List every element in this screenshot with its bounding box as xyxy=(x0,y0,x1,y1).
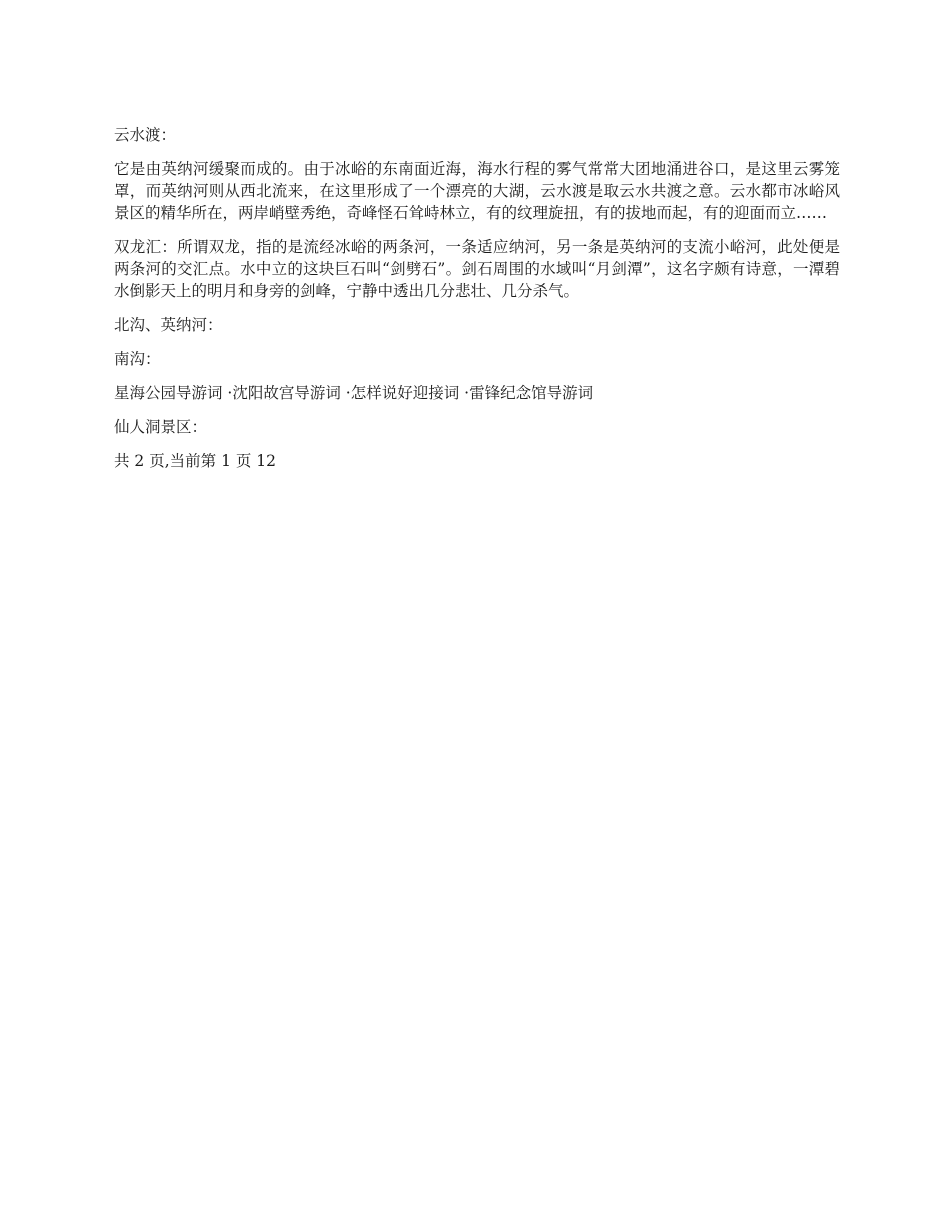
paragraph-shuanglonghui: 双龙汇：所谓双龙，指的是流经冰峪的两条河，一条适应纳河，另一条是英纳河的支流小峪河，此处便是两条河的交汇点。水中立的这块巨石叫“剑劈石”。剑石周围的水域叫“月剑潭”，这名字颇有诗意，一潭碧水倒影天上的明月和身旁的剑峰，宁静中透出几分悲壮、几分杀气。 xyxy=(114,238,840,300)
section-heading-xianrendong: 仙人洞景区： xyxy=(114,418,208,436)
section-heading-yunshuidu: 云水渡： xyxy=(114,126,177,144)
document-page xyxy=(114,124,840,484)
section-heading-beigou: 北沟、英纳河： xyxy=(114,316,223,334)
related-links[interactable]: 星海公园导游词 ·沈阳故宫导游词 ·怎样说好迎接词 ·雷锋纪念馆导游词 xyxy=(114,384,594,402)
pagination-info: 共 2 页,当前第 1 页 12 xyxy=(114,452,277,470)
section-heading-nangou: 南沟： xyxy=(114,350,161,368)
paragraph-yunshuidu: 它是由英纳河缓聚而成的。由于冰峪的东南面近海，海水行程的雾气常常大团地涌进谷口，是这里云雾笼罩，而英纳河则从西北流来，在这里形成了一个漂亮的大湖，云水渡是取云水共渡之意。云水都市冰峪风景区的精华所在，两岸峭壁秀绝，奇峰怪石耸峙林立，有的纹理旋扭，有的拔地而起，有的迎面而立…… xyxy=(114,160,840,222)
